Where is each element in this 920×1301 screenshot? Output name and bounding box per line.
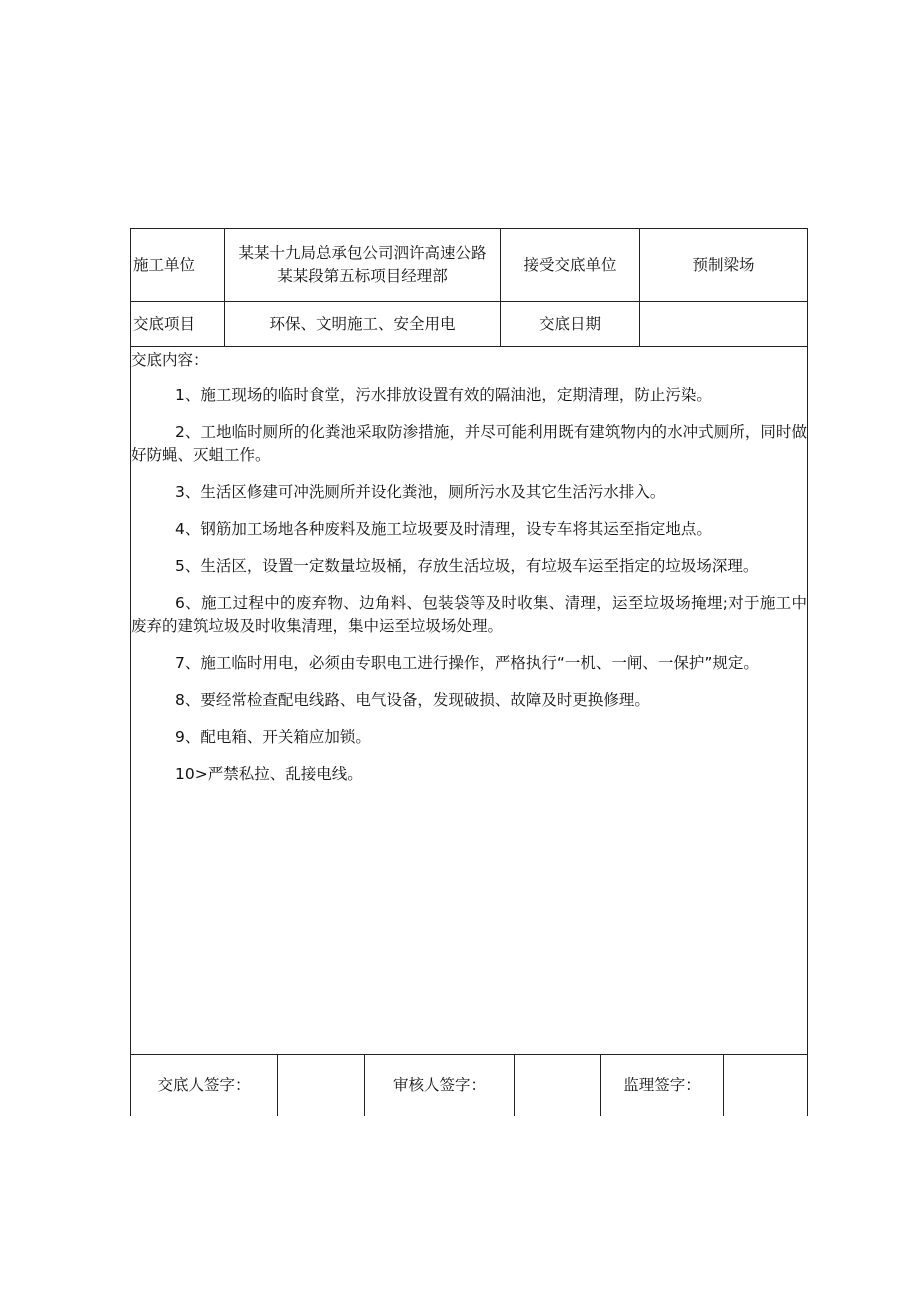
content-item: 5、生活区，设置一定数量垃圾桶，存放生活垃圾，有垃圾车运至指定的垃圾场深理。 [175, 557, 759, 575]
disclosure-content [131, 349, 807, 800]
construction-unit-value-line1: 某某十九局总承包公司泗许高速公路 [238, 244, 487, 262]
content-item: 2、工地临时厕所的化粪池采取防渗措施，并尽可能利用既有建筑物内的水冲式厕所，同时做好防蝇、灭蛆工作。 [131, 423, 807, 464]
table-border [130, 346, 808, 347]
content-title: 交底内容： [131, 351, 209, 369]
content-item: 6、施工过程中的废弃物、边角料、包装袋等及时收集、清理，运至垃圾场掩埋;对于施工中废弃的建筑垃圾及时收集清理，集中运至垃圾场处理。 [131, 594, 807, 635]
supervisor-signature-label: 监理签字： [623, 1076, 701, 1094]
receiving-unit-value: 预制梁场 [692, 255, 755, 274]
reviewer-signature-label: 审核人签字： [392, 1076, 486, 1094]
disclosure-item-label: 交底项目 [133, 314, 196, 333]
supervisor-signature-field[interactable] [724, 1055, 807, 1116]
content-item: 4、钢筋加工场地各种废料及施工垃圾要及时清理，设专车将其运至指定地点。 [175, 520, 712, 538]
content-item: 1、施工现场的临时食堂，污水排放设置有效的隔油池，定期清理，防止污染。 [175, 386, 712, 404]
content-item: 8、要经常检查配电线路、电气设备，发现破损、故障及时更换修理。 [175, 691, 650, 709]
disclosure-date-value[interactable] [640, 302, 807, 346]
receiving-unit-label: 接受交底单位 [523, 255, 617, 274]
content-item: 9、配电箱、开关箱应加锁。 [175, 728, 371, 746]
construction-unit-value [225, 229, 500, 301]
disclosure-item-value: 环保、文明施工、安全用电 [269, 314, 456, 333]
construction-unit-label: 施工单位 [133, 255, 196, 274]
content-item: 7、施工临时用电，必须由专职电工进行操作，严格执行“一机、一闸、一保护”规定。 [175, 654, 759, 672]
content-item: 10>严禁私拉、乱接电线。 [175, 765, 363, 783]
reviewer-signature-field[interactable] [515, 1055, 600, 1116]
discloser-signature-field[interactable] [278, 1055, 364, 1116]
table-border [807, 228, 808, 1116]
content-item: 3、生活区修建可冲洗厕所并设化粪池，厕所污水及其它生活污水排入。 [175, 483, 666, 501]
discloser-signature-label: 交底人签字： [157, 1076, 251, 1094]
disclosure-date-label: 交底日期 [538, 314, 601, 333]
construction-unit-value-line2: 某某段第五标项目经理部 [277, 267, 448, 285]
